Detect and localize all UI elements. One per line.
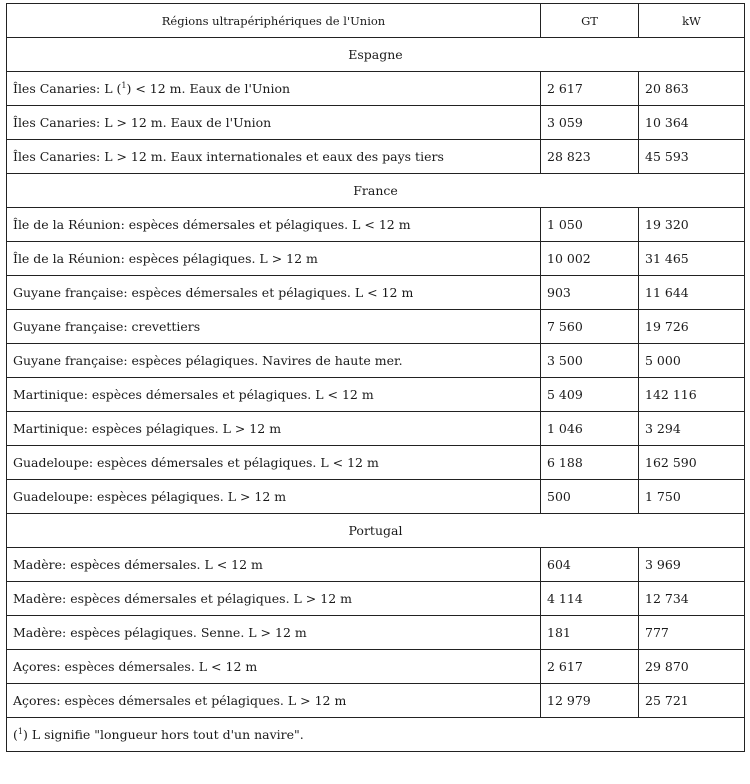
kw-cell: 25 721 <box>639 684 745 718</box>
region-cell <box>7 72 541 106</box>
gt-cell: 6 188 <box>541 446 639 480</box>
region-text: Îles Canaries: L ( <box>13 81 122 97</box>
region-cell: Île de la Réunion: espèces pélagiques. L > 12 m <box>7 242 541 276</box>
kw-cell: 3 294 <box>639 412 745 446</box>
kw-cell: 10 364 <box>639 106 745 140</box>
table-row <box>7 480 745 514</box>
kw-cell: 11 644 <box>639 276 745 310</box>
kw-cell: 19 320 <box>639 208 745 242</box>
gt-cell: 903 <box>541 276 639 310</box>
kw-cell: 5 000 <box>639 344 745 378</box>
gt-cell: 3 059 <box>541 106 639 140</box>
table-row <box>7 208 745 242</box>
gt-cell: 1 050 <box>541 208 639 242</box>
gt-cell: 28 823 <box>541 140 639 174</box>
region-cell: Guadeloupe: espèces démersales et pélagiques. L < 12 m <box>7 446 541 480</box>
header-region: Régions ultrapériphériques de l'Union <box>7 4 541 38</box>
kw-cell: 777 <box>639 616 745 650</box>
gt-cell: 5 409 <box>541 378 639 412</box>
kw-cell: 29 870 <box>639 650 745 684</box>
kw-cell: 3 969 <box>639 548 745 582</box>
gt-cell: 2 617 <box>541 72 639 106</box>
table-row <box>7 242 745 276</box>
section-title: France <box>7 174 745 208</box>
region-cell: Guyane française: espèces pélagiques. Navires de haute mer. <box>7 344 541 378</box>
gt-cell: 12 979 <box>541 684 639 718</box>
table-row <box>7 412 745 446</box>
region-cell: Guyane française: espèces démersales et pélagiques. L < 12 m <box>7 276 541 310</box>
footnote-row <box>7 718 745 752</box>
table-row <box>7 140 745 174</box>
kw-cell: 12 734 <box>639 582 745 616</box>
table-row <box>7 310 745 344</box>
gt-cell: 4 114 <box>541 582 639 616</box>
gt-cell: 181 <box>541 616 639 650</box>
table-row <box>7 446 745 480</box>
footnote-marker: 1 <box>121 80 127 90</box>
footnote-text: ) L signifie "longueur hors tout d'un navire". <box>22 727 304 743</box>
table-row <box>7 106 745 140</box>
table-row <box>7 344 745 378</box>
kw-cell: 1 750 <box>639 480 745 514</box>
table-row <box>7 650 745 684</box>
kw-cell: 19 726 <box>639 310 745 344</box>
gt-cell: 10 002 <box>541 242 639 276</box>
region-cell: Martinique: espèces pélagiques. L > 12 m <box>7 412 541 446</box>
region-cell: Açores: espèces démersales et pélagiques. L > 12 m <box>7 684 541 718</box>
table-row <box>7 276 745 310</box>
region-cell: Madère: espèces pélagiques. Senne. L > 12 m <box>7 616 541 650</box>
footnote-pre: ( <box>13 727 18 743</box>
kw-cell: 162 590 <box>639 446 745 480</box>
gt-cell: 3 500 <box>541 344 639 378</box>
region-cell: Madère: espèces démersales et pélagiques. L > 12 m <box>7 582 541 616</box>
kw-cell: 45 593 <box>639 140 745 174</box>
header-kw: kW <box>639 4 745 38</box>
region-text: ) < 12 m. Eaux de l'Union <box>126 81 291 97</box>
section-row <box>7 514 745 548</box>
region-cell: Guyane française: crevettiers <box>7 310 541 344</box>
gt-cell: 2 617 <box>541 650 639 684</box>
header-gt: GT <box>541 4 639 38</box>
section-row <box>7 174 745 208</box>
table-row <box>7 72 745 106</box>
region-cell: Île de la Réunion: espèces démersales et pélagiques. L < 12 m <box>7 208 541 242</box>
region-cell: Îles Canaries: L > 12 m. Eaux de l'Union <box>7 106 541 140</box>
kw-cell: 31 465 <box>639 242 745 276</box>
gt-cell: 7 560 <box>541 310 639 344</box>
region-cell: Martinique: espèces démersales et pélagiques. L < 12 m <box>7 378 541 412</box>
gt-cell: 500 <box>541 480 639 514</box>
table-body <box>7 38 745 718</box>
kw-cell: 142 116 <box>639 378 745 412</box>
table-header-row <box>7 4 745 38</box>
table-row <box>7 582 745 616</box>
table-row <box>7 684 745 718</box>
section-title: Portugal <box>7 514 745 548</box>
region-cell: Guadeloupe: espèces pélagiques. L > 12 m <box>7 480 541 514</box>
region-cell: Açores: espèces démersales. L < 12 m <box>7 650 541 684</box>
table-row <box>7 616 745 650</box>
gt-cell: 604 <box>541 548 639 582</box>
gt-cell: 1 046 <box>541 412 639 446</box>
section-row <box>7 38 745 72</box>
region-cell: Madère: espèces démersales. L < 12 m <box>7 548 541 582</box>
table-row <box>7 378 745 412</box>
footnote-marker: 1 <box>17 726 23 736</box>
footnote <box>7 718 745 752</box>
table-row <box>7 548 745 582</box>
kw-cell: 20 863 <box>639 72 745 106</box>
region-cell: Îles Canaries: L > 12 m. Eaux internationales et eaux des pays tiers <box>7 140 541 174</box>
fleet-capacity-table <box>6 3 745 752</box>
section-title: Espagne <box>7 38 745 72</box>
